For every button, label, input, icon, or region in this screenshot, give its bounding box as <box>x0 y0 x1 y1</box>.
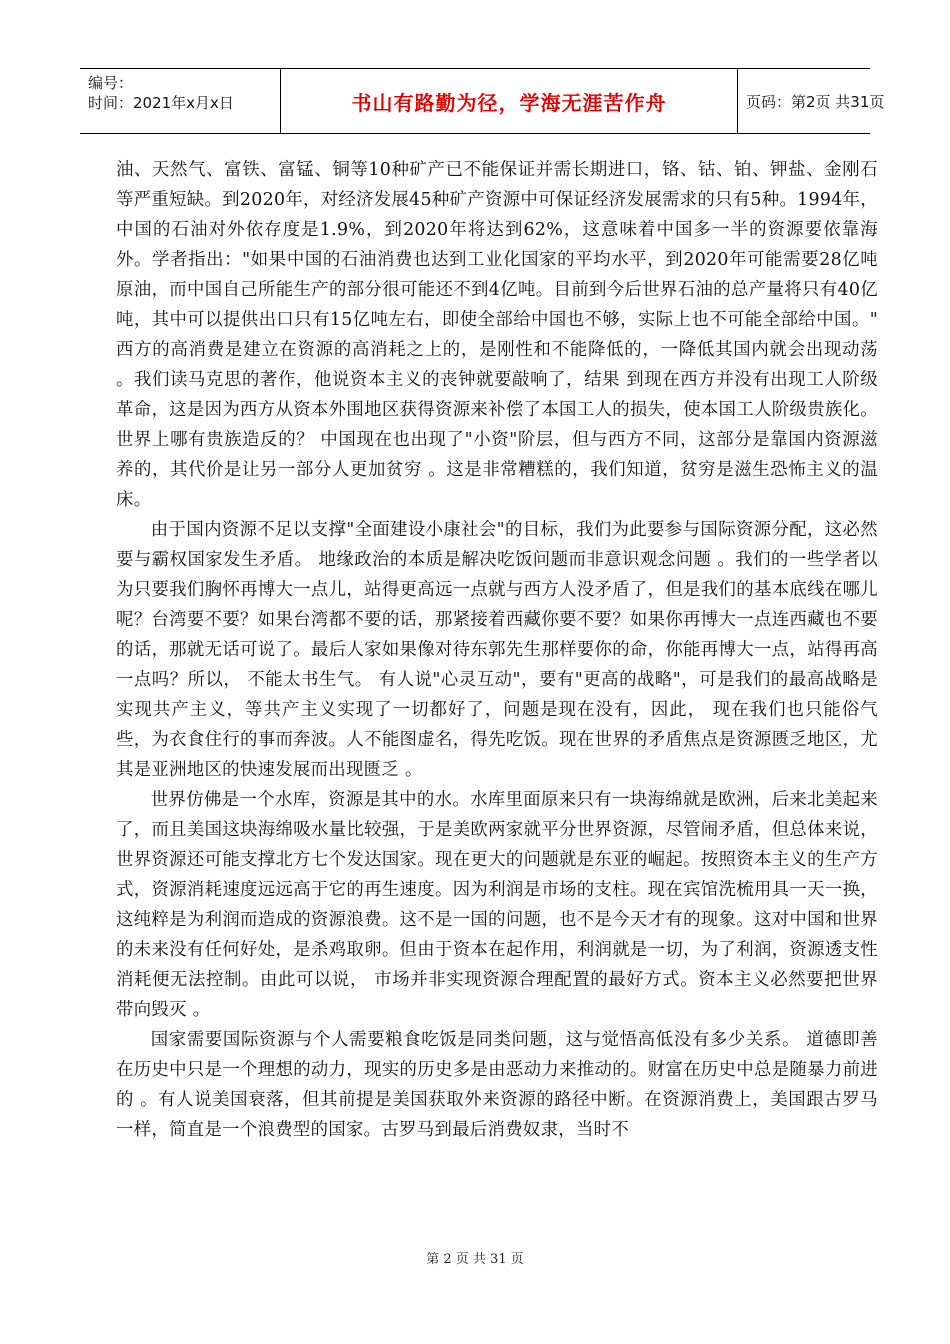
body-paragraph: 由于国内资源不足以支撑"全面建设小康社会"的目标，我们为此要参与国际资源分配，这必然要与霸权国家发生矛盾。 地缘政治的本质是解决吃饭问题而非意识观念问题 。我们的一些学者以为只要我们胸怀再博大一点儿，站得更高远一点就与西方人没矛盾了，但是我们的基本底线在哪儿呢？台湾要不要？如果台湾都不要的话，那紧接着西藏你要不要？如果你再博大一点连西藏也不要的话，那就无话可说了。最后人家如果像对待东郭先生那样要你的命，你能再博大一点，站得再高一点吗？所以， 不能太书生气。 有人说"心灵互动"，要有"更高的战略"，可是我们的最高战略是实现共产主义，等共产主义实现了一切都好了，问题是现在没有，因此， 现在我们也只能俗气些，为衣食住行的事而奔波。人不能图虚名，得先吃饭。现在世界的矛盾焦点是资源匮乏地区，尤其是亚洲地区的快速发展而出现匮乏 。 <box>116 520 878 780</box>
header-meta <box>80 69 280 133</box>
document-number-label: 编号： <box>88 74 134 92</box>
body-paragraph: 世界仿佛是一个水库，资源是其中的水。水库里面原来只有一块海绵就是欧洲，后来北美起来了，而且美国这块海绵吸水量比较强，于是美欧两家就平分世界资源，尽管闹矛盾，但总体来说，世界资源还可能支撑北方七个发达国家。现在更大的问题就是东亚的崛起。按照资本主义的生产方式，资源消耗速度远远高于它的再生速度。因为利润是市场的支柱。现在宾馆洗梳用具一天一换，这纯粹是为利润而造成的资源浪费。这不是一国的问题，也不是今天才有的现象。这对中国和世界的未来没有任何好处，是杀鸡取卵。但由于资本在起作用，利润就是一切，为了利润，资源透支性消耗便无法控制。由此可以说， 市场并非实现资源合理配置的最好方式。资本主义必然要把世界带向毁灭 。 <box>116 790 878 1020</box>
header-page-label: 页码：第2页 共31页 <box>746 92 885 111</box>
page-header <box>80 68 885 134</box>
body-paragraph: 油、天然气、富铁、富锰、铜等10种矿产已不能保证并需长期进口，铬、钴、铂、钾盐、金刚石等严重短缺。到2020年，对经济发展45种矿产资源中可保证经济发展需求的只有5种。1994年，中国的石油对外依存度是1.9%，到2020年将达到62%，这意味着中国多一半的资源要依靠海外。学者指出："如果中国的石油消费也达到工业化国家的平均水平，到2020年可能需要28亿吨原油，而中国自己所能生产的部分很可能还不到4亿吨。目前到今后世界石油的总产量将只有40亿吨，其中可以提供出口只有15亿吨左右，即使全部给中国也不够，实际上也不可能全部给中国。" 西方的高消费是建立在资源的高消耗之上的，是刚性和不能降低的，一降低其国内就会出现动荡 。我们读马克思的著作，他说资本主义的丧钟就要敲响了，结果 到现在西方并没有出现工人阶级革命，这是因为西方从资本外围地区获得资源来补偿了本国工人的损失，使本国工人阶级贵族化。世界上哪有贵族造反的？ 中国现在也出现了"小资"阶层，但与西方不同，这部分是靠国内资源滋养的，其代价是让另一部分人更加贫穷 。这是非常糟糕的，我们知道，贫穷是滋生恐怖主义的温床。 <box>116 160 878 510</box>
page-footer: 第 2 页 共 31 页 <box>426 1252 524 1267</box>
document-body <box>116 155 878 1145</box>
body-paragraph: 国家需要国际资源与个人需要粮食吃饭是同类问题，这与觉悟高低没有多少关系。 道德即善在历史中只是一个理想的动力，现实的历史多是由恶动力来推动的。财富在历史中总是随暴力前进的 。有人说美国衰落，但其前提是美国获取外来资源的路径中断。在资源消费上，美国跟古罗马一样，简直是一个浪费型的国家。古罗马到最后消费奴隶，当时不 <box>116 1030 878 1140</box>
header-motto: 书山有路勤为径，学海无涯苦作舟 <box>280 69 738 133</box>
document-date-label: 时间：2021年x月x日 <box>88 94 234 112</box>
